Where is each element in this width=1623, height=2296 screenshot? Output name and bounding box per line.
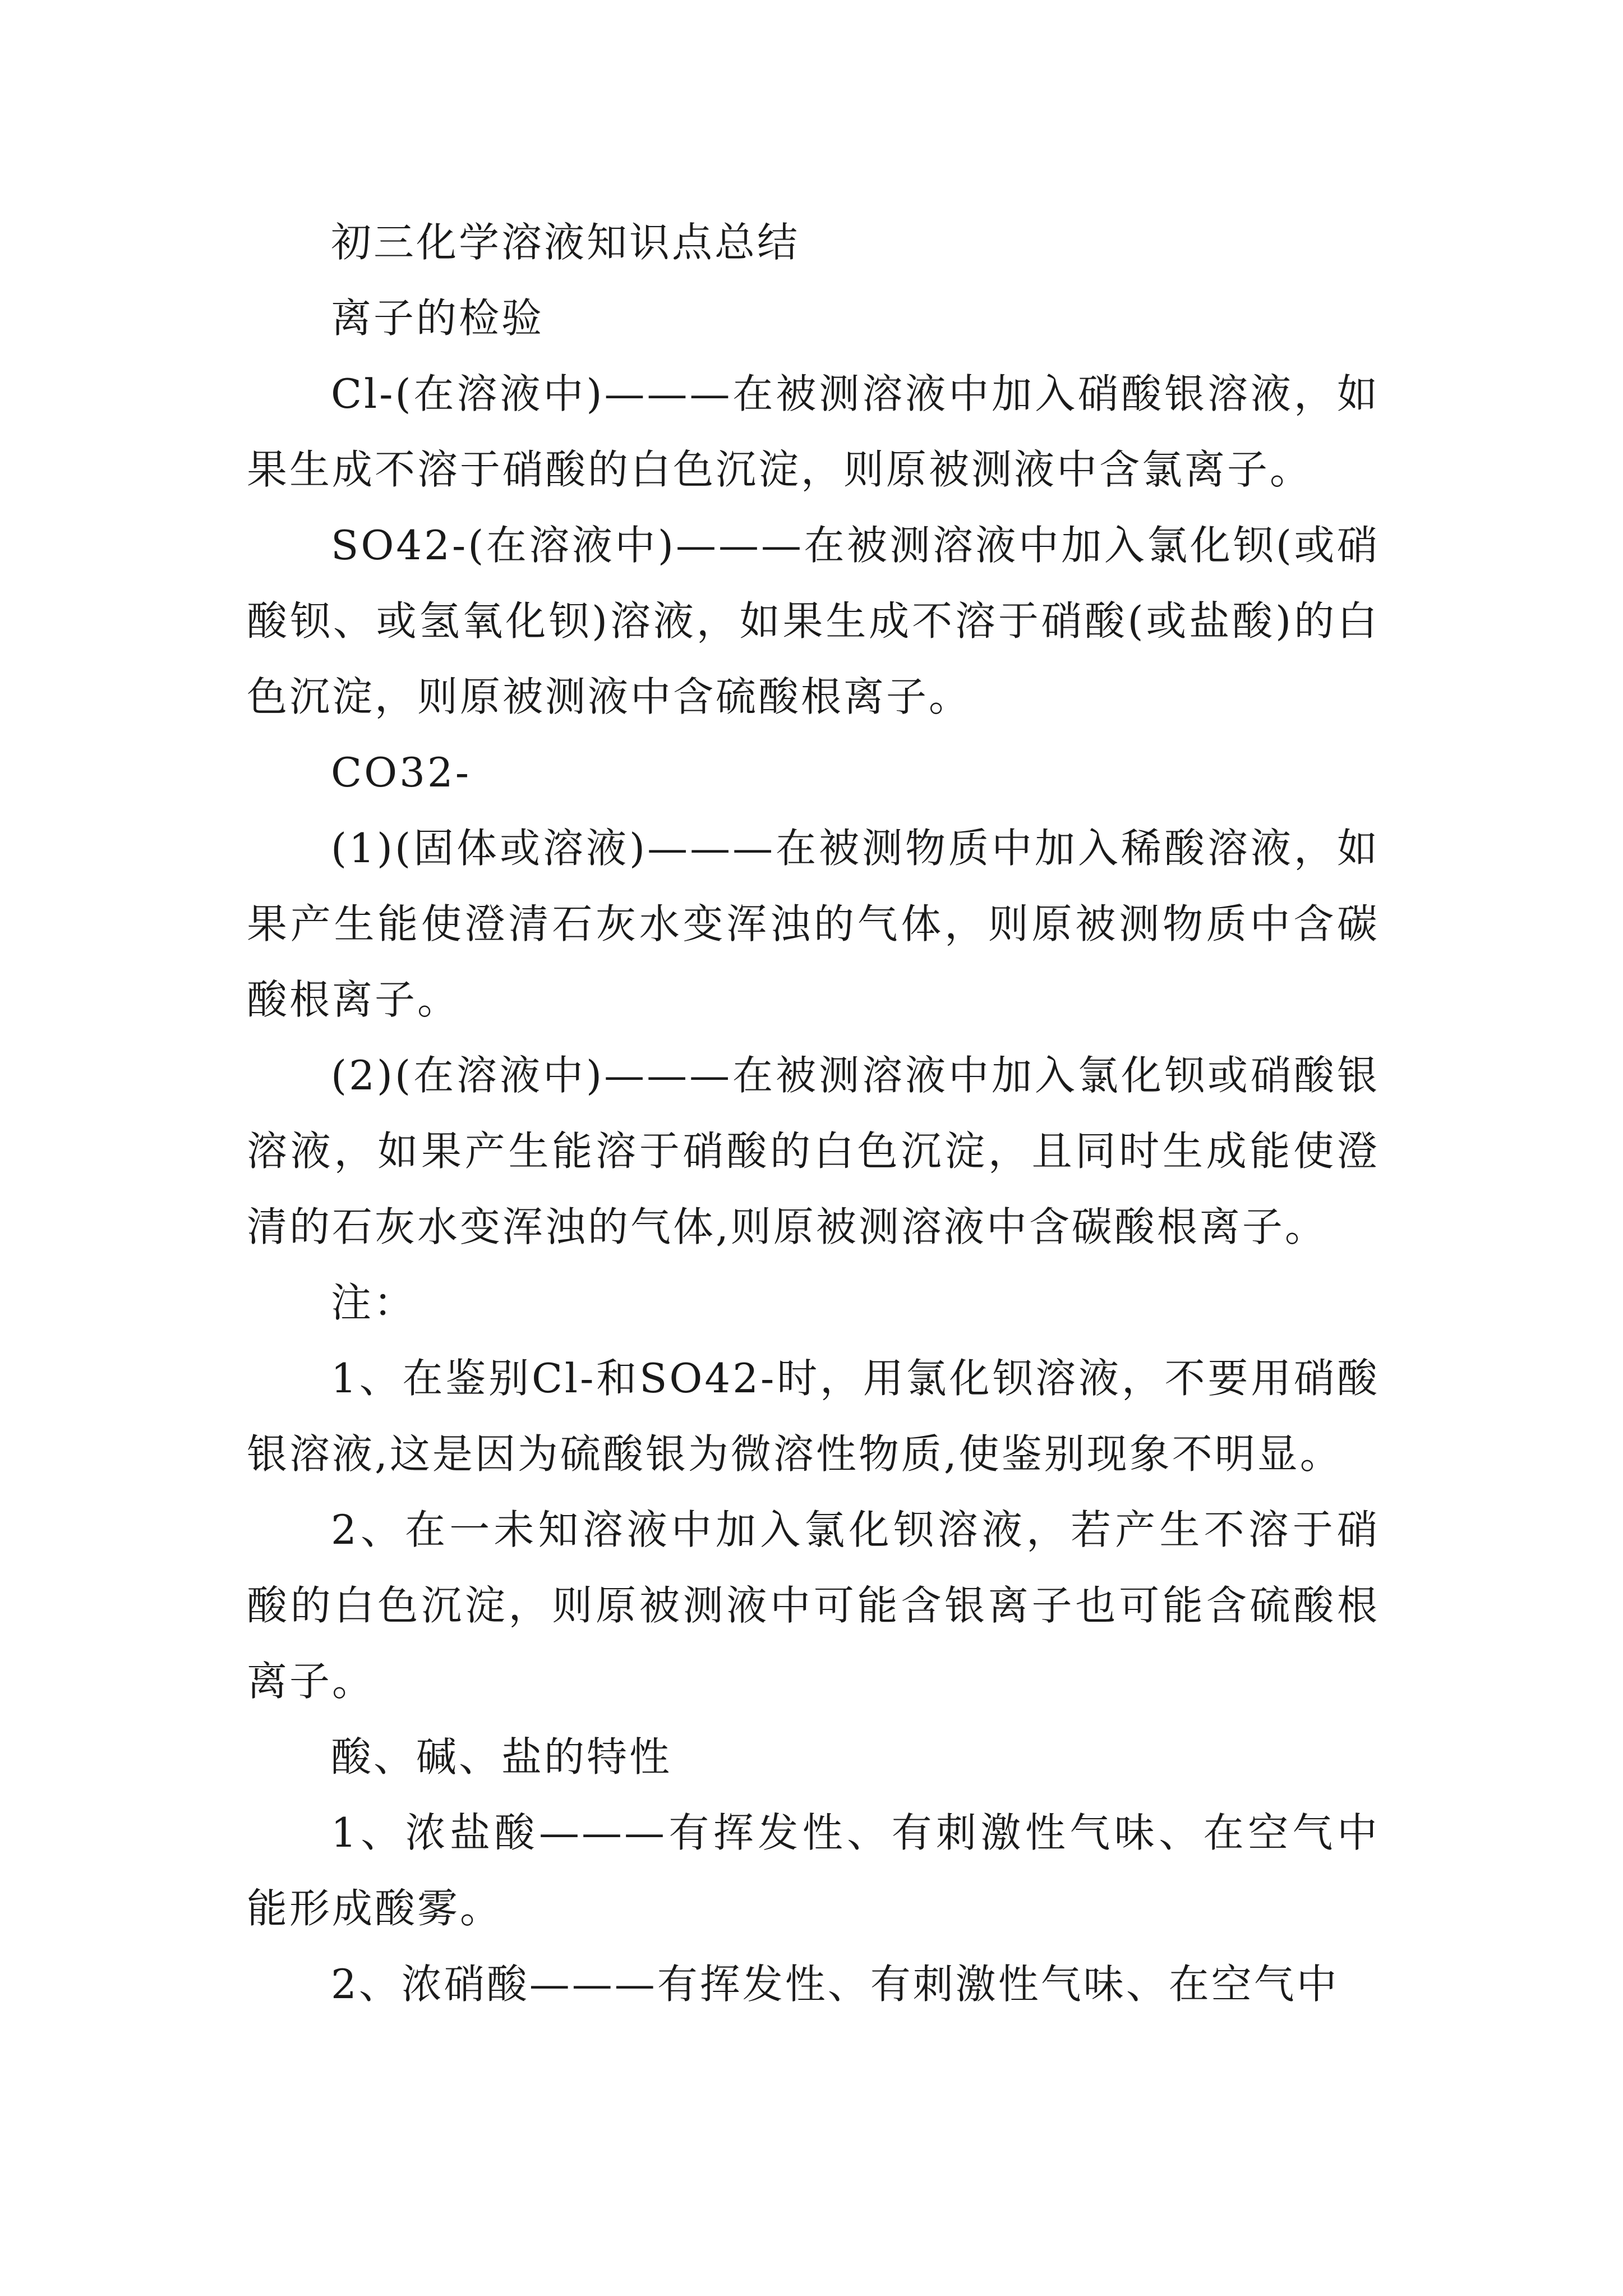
section-heading-ion-test: 离子的检验 [331, 295, 545, 342]
document-body [247, 205, 1380, 2022]
document-title: 初三化学溶液知识点总结 [331, 219, 800, 266]
section-heading-properties: 酸、碱、盐的特性 [331, 1733, 672, 1780]
paragraph-chloride-test: Cl-(在溶液中)———在被测溶液中加入硝酸银溶液，如果生成不溶于硝酸的白色沉淀，则原被测液中含氯离子。 [247, 370, 1380, 493]
paragraph-carbonate-heading: CO32- [331, 749, 472, 796]
paragraph-hydrochloric-acid: 1、浓盐酸———有挥发性、有刺激性气味、在空气中能形成酸雾。 [247, 1809, 1380, 1932]
paragraph-note-1: 1、在鉴别Cl-和SO42-时，用氯化钡溶液，不要用硝酸银溶液,这是因为硫酸银为微溶性物质,使鉴别现象不明显。 [247, 1355, 1380, 1478]
paragraph-nitric-acid: 2、浓硝酸———有挥发性、有刺激性气味、在空气中 [331, 1961, 1339, 2008]
paragraph-carbonate-solution: (2)(在溶液中)———在被测溶液中加入氯化钡或硝酸银溶液，如果产生能溶于硝酸的白色沉淀，且同时生成能使澄清的石灰水变浑浊的气体,则原被测溶液中含碳酸根离子。 [247, 1052, 1380, 1250]
paragraph-sulfate-test: SO42-(在溶液中)———在被测溶液中加入氯化钡(或硝酸钡、或氢氧化钡)溶液，如果生成不溶于硝酸(或盐酸)的白色沉淀，则原被测液中含硫酸根离子。 [247, 522, 1380, 720]
paragraph-note-2: 2、在一未知溶液中加入氯化钡溶液，若产生不溶于硝酸的白色沉淀，则原被测液中可能含银离子也可能含硫酸根离子。 [247, 1506, 1380, 1705]
paragraph-note-label: 注： [331, 1279, 417, 1326]
paragraph-carbonate-solid: (1)(固体或溶液)———在被测物质中加入稀酸溶液，如果产生能使澄清石灰水变浑浊的气体，则原被测物质中含碳酸根离子。 [247, 825, 1380, 1023]
